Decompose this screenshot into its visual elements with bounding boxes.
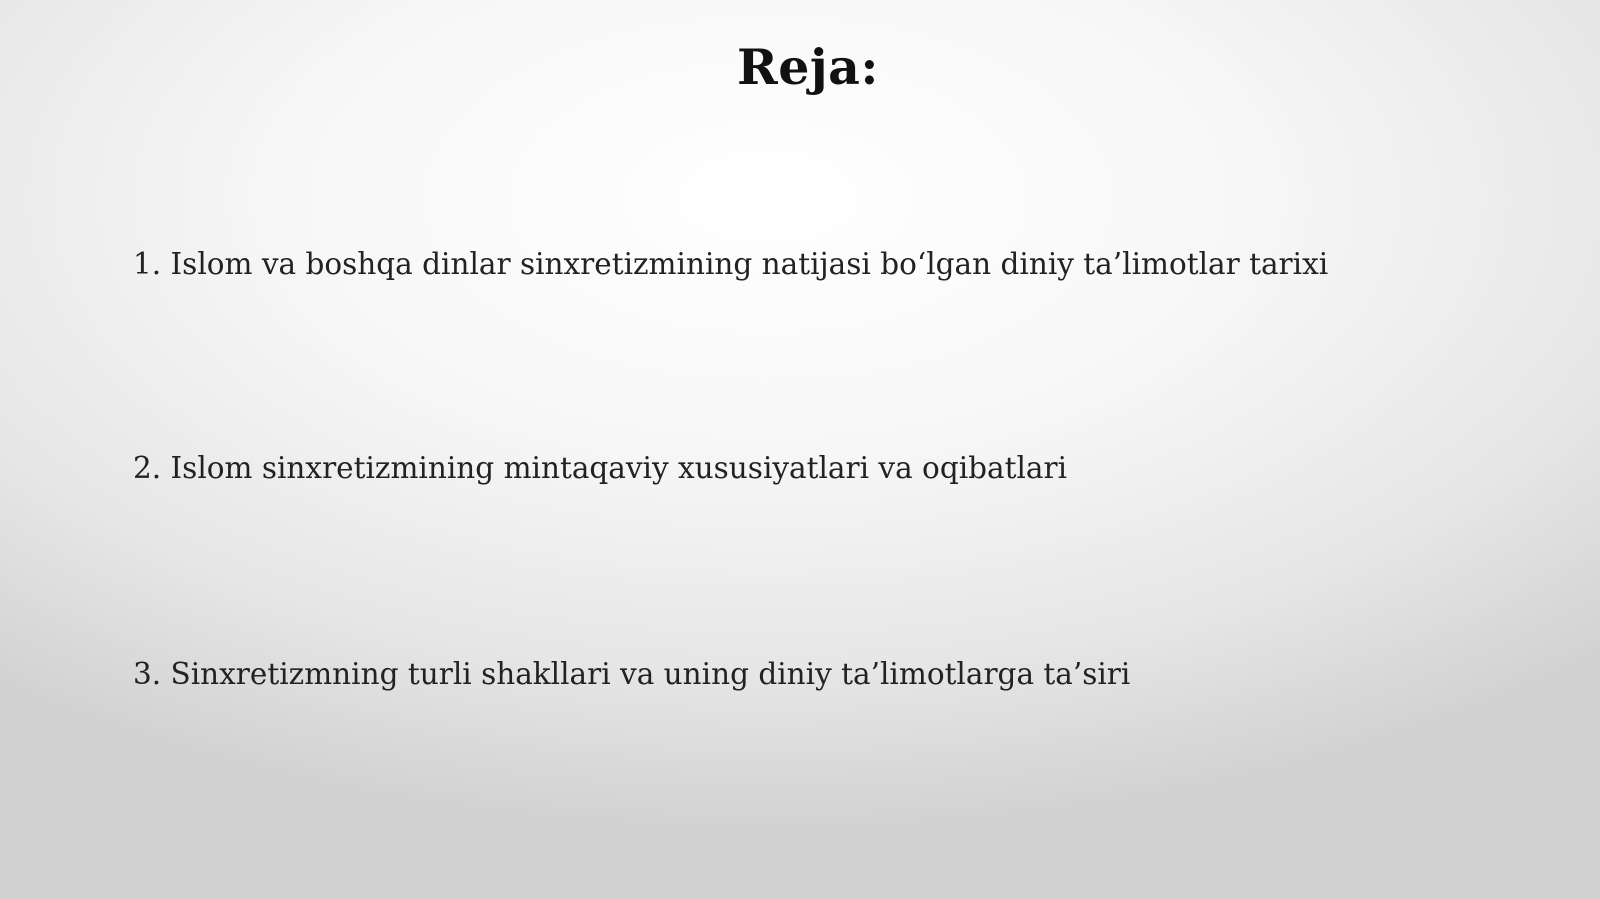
plan-item-2: 2. Islom sinxretizmining mintaqaviy xususiyatlari va oqibatlari [133, 451, 1068, 485]
slide-title: Reja: [737, 38, 879, 96]
plan-item-1: 1. Islom va boshqa dinlar sinxretizmining natijasi bo‘lgan diniy ta’limotlar tarixi [133, 247, 1329, 281]
plan-item-3: 3. Sinxretizmning turli shakllari va uning diniy ta’limotlarga ta’siri [133, 657, 1131, 691]
